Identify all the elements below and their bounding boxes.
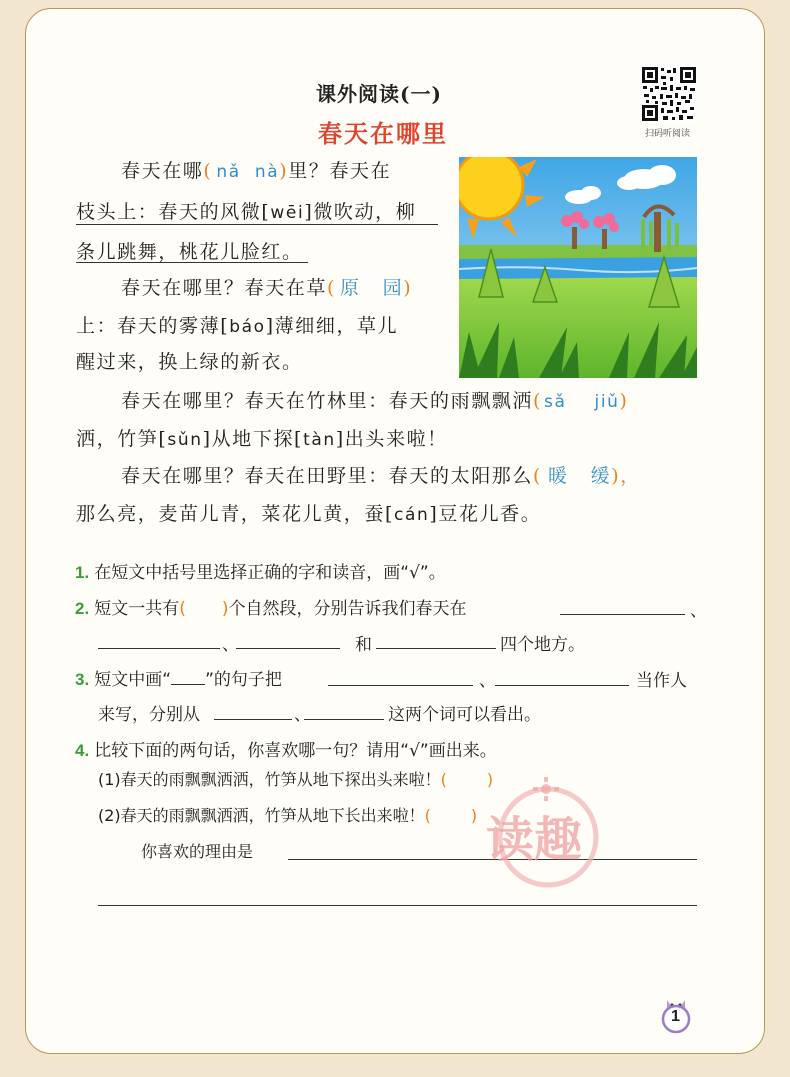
reason-label: 你喜欢的理由是 xyxy=(141,842,254,861)
pinyin: tàn xyxy=(303,430,336,450)
text: ]出头来啦！ xyxy=(335,428,448,450)
paren: ( xyxy=(533,465,543,487)
p1-line2 xyxy=(76,197,416,224)
section-title: 课外阅读(一) xyxy=(316,82,442,106)
p1-line3 xyxy=(76,237,303,264)
question-text: 在短文中括号里选择正确的字和读音，画“√”。 xyxy=(94,563,446,583)
text: 枝头上：春天的风微[ xyxy=(76,201,271,223)
text: 洒，竹笋[ xyxy=(76,428,168,450)
paren: ( xyxy=(327,277,337,299)
question-text: 比较下面的两句话，你喜欢哪一句？请用“√”画出来。 xyxy=(94,741,497,761)
paren: ) xyxy=(279,160,289,182)
punct: 、 xyxy=(294,705,311,725)
char-option: 原 xyxy=(340,277,361,299)
question-1 xyxy=(75,558,446,583)
answer-blank[interactable] xyxy=(376,648,496,649)
question-text: 短文一共有 xyxy=(94,599,180,619)
text: ]豆花儿香。 xyxy=(429,503,542,525)
paren: ( xyxy=(533,390,543,412)
text: 条儿跳舞，桃花儿脸红。 xyxy=(76,241,303,263)
paren: )， xyxy=(611,465,641,487)
text: ]从地下探[ xyxy=(202,428,304,450)
pinyin-option: nǎ xyxy=(216,162,241,182)
text: 上：春天的雾薄[ xyxy=(76,315,230,337)
char-option: 园 xyxy=(382,277,404,299)
pinyin: báo xyxy=(229,317,266,337)
watermark-text: 读趣 xyxy=(486,812,583,868)
option-1 xyxy=(98,767,493,790)
text: 里？春天在 xyxy=(288,160,392,182)
question-text: 和 xyxy=(355,635,372,655)
punct: 、 xyxy=(222,635,239,655)
pinyin: sǔn xyxy=(167,430,203,450)
text: 春天在哪里？春天在田野里：春天的太阳那么 xyxy=(121,465,534,487)
question-text: 四个地方。 xyxy=(500,635,585,655)
question-text: ”的句子把 xyxy=(205,670,282,690)
question-text: 这两个词可以看出。 xyxy=(388,705,541,725)
p4-line1 xyxy=(121,461,641,488)
answer-blank[interactable] xyxy=(214,719,292,720)
p2-line1 xyxy=(121,273,412,300)
answer-blank[interactable] xyxy=(304,719,384,720)
text: 醒过来，换上绿的新衣。 xyxy=(76,351,303,373)
option-2 xyxy=(98,803,477,826)
p3-line1 xyxy=(121,386,629,413)
question-number: 1. xyxy=(75,563,90,582)
pinyin-option: sǎ xyxy=(544,392,567,412)
answer-paren[interactable]: ) xyxy=(486,770,494,789)
pinyin: cán xyxy=(394,505,430,525)
punct: 、 xyxy=(479,671,496,691)
question-text: 个自然段，分别告诉我们春天在 xyxy=(228,599,467,619)
option-text: (1)春天的雨飘飘洒洒，竹笋从地下探出头来啦！ xyxy=(98,770,441,789)
answer-paren[interactable]: ) xyxy=(470,806,478,825)
answer-blank[interactable] xyxy=(328,685,473,686)
option-text: (2)春天的雨飘飘洒洒，竹笋从地下长出来啦！ xyxy=(98,806,425,825)
pinyin-option: jiǔ xyxy=(594,392,620,412)
answer-paren[interactable]: ) xyxy=(221,599,229,619)
spring-scene-illustration xyxy=(459,157,697,378)
punct: 、 xyxy=(690,601,707,621)
p2-line2 xyxy=(76,311,398,338)
question-number: 2. xyxy=(75,599,90,618)
answer-paren[interactable]: ( xyxy=(179,599,186,619)
qr-caption: 扫码听阅读 xyxy=(645,129,691,139)
answer-blank[interactable] xyxy=(98,905,697,906)
answer-blank[interactable] xyxy=(560,614,685,615)
p1-line1 xyxy=(121,156,391,183)
char-option: 暖 xyxy=(548,465,569,487)
pinyin: wēi xyxy=(270,203,305,223)
question-3 xyxy=(75,665,282,690)
question-text: 当作人 xyxy=(636,671,687,691)
question-text: 来写，分别从 xyxy=(98,705,200,725)
text: ]薄细细，草儿 xyxy=(265,315,399,337)
sun-icon xyxy=(533,777,559,801)
answer-paren[interactable]: ( xyxy=(440,770,447,789)
text: ]微吹动，柳 xyxy=(304,201,417,223)
page-number-badge xyxy=(656,994,696,1034)
text: 春天在哪 xyxy=(121,160,204,182)
pinyin-option: nà xyxy=(254,162,280,182)
underline-sample xyxy=(171,670,205,685)
question-2 xyxy=(75,594,467,619)
qr-code-icon[interactable] xyxy=(641,66,697,122)
answer-paren[interactable]: ( xyxy=(424,806,431,825)
page-number: 1 xyxy=(671,1008,680,1025)
paren: ( xyxy=(203,160,213,182)
text: 春天在哪里？春天在草 xyxy=(121,277,328,299)
story-title: 春天在哪里 xyxy=(318,120,448,148)
paren: ) xyxy=(403,277,413,299)
p2-line3 xyxy=(76,347,303,374)
p4-line2 xyxy=(76,499,541,526)
answer-blank[interactable] xyxy=(495,685,629,686)
text: 春天在哪里？春天在竹林里：春天的雨飘飘洒 xyxy=(121,390,534,412)
paren: ) xyxy=(619,390,629,412)
underline xyxy=(76,262,308,263)
question-text: 短文中画“ xyxy=(94,670,172,690)
question-number: 3. xyxy=(75,670,90,689)
answer-blank[interactable] xyxy=(98,648,220,649)
text: 那么亮，麦苗儿青，菜花儿黄，蚕[ xyxy=(76,503,395,525)
question-4 xyxy=(75,736,497,761)
answer-blank[interactable] xyxy=(236,648,340,649)
question-number: 4. xyxy=(75,741,90,760)
char-option: 缓 xyxy=(590,465,612,487)
underline xyxy=(76,224,438,225)
watermark-logo xyxy=(486,775,636,890)
p3-line2 xyxy=(76,424,448,451)
